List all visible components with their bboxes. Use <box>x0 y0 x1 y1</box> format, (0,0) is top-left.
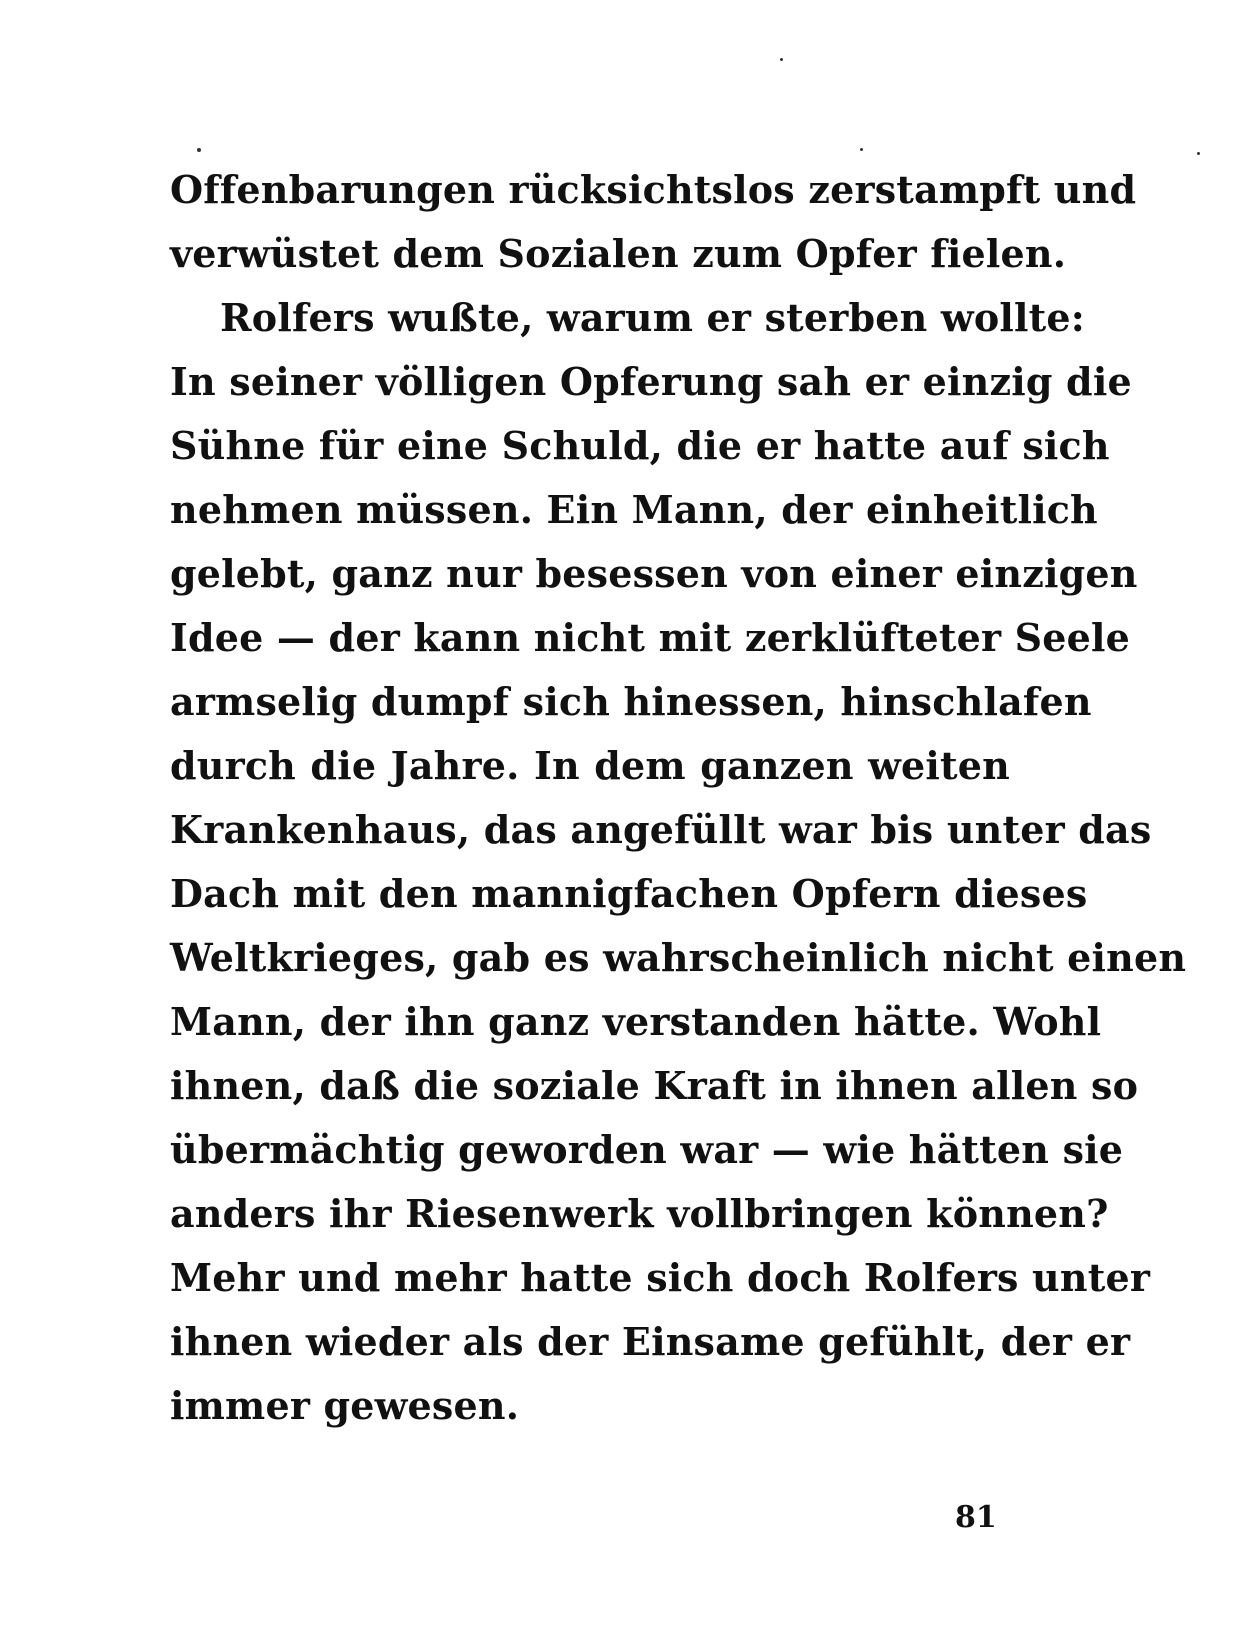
text-line: Sühne für eine Schuld, die er hatte auf sich <box>170 423 1110 468</box>
text-line: gelebt, ganz nur besessen von einer einzigen <box>170 551 1138 596</box>
text-line: durch die Jahre. In dem ganzen weiten <box>170 743 1010 788</box>
text-line: Mann, der ihn ganz verstanden hätte. Wohl <box>170 999 1102 1044</box>
print-speck <box>1197 152 1200 155</box>
text-line: Offenbarungen rücksichtslos zerstampft und <box>170 167 1137 212</box>
text-line: armselig dumpf sich hinessen, hinschlafen <box>170 679 1092 724</box>
text-line: anders ihr Riesenwerk vollbringen können? <box>170 1191 1109 1236</box>
text-line: nehmen müssen. Ein Mann, der einheitlich <box>170 487 1098 532</box>
text-line: Idee — der kann nicht mit zerklüfteter Seele <box>170 615 1131 660</box>
print-speck <box>860 148 863 151</box>
text-line: Krankenhaus, das angefüllt war bis unter das <box>170 807 1152 852</box>
text-line: Mehr und mehr hatte sich doch Rolfers unter <box>170 1255 1151 1300</box>
text-line: immer gewesen. <box>170 1383 520 1428</box>
print-speck <box>780 58 783 61</box>
text-line: Rolfers wußte, warum er sterben wollte: <box>220 295 1086 340</box>
text-line: übermächtig geworden war — wie hätten sie <box>170 1127 1124 1172</box>
text-line: ihnen wieder als der Einsame gefühlt, der er <box>170 1319 1131 1364</box>
print-speck <box>197 148 201 152</box>
text-line: In seiner völligen Opferung sah er einzig die <box>170 359 1132 404</box>
text-line: Weltkrieges, gab es wahrscheinlich nicht einen <box>170 935 1187 980</box>
text-line: Dach mit den mannigfachen Opfern dieses <box>170 871 1088 916</box>
page-number: 81 <box>955 1500 997 1535</box>
body-text <box>170 158 1187 1438</box>
text-line: ihnen, daß die soziale Kraft in ihnen allen so <box>170 1063 1139 1108</box>
text-line: verwüstet dem Sozialen zum Opfer fielen. <box>170 231 1067 276</box>
